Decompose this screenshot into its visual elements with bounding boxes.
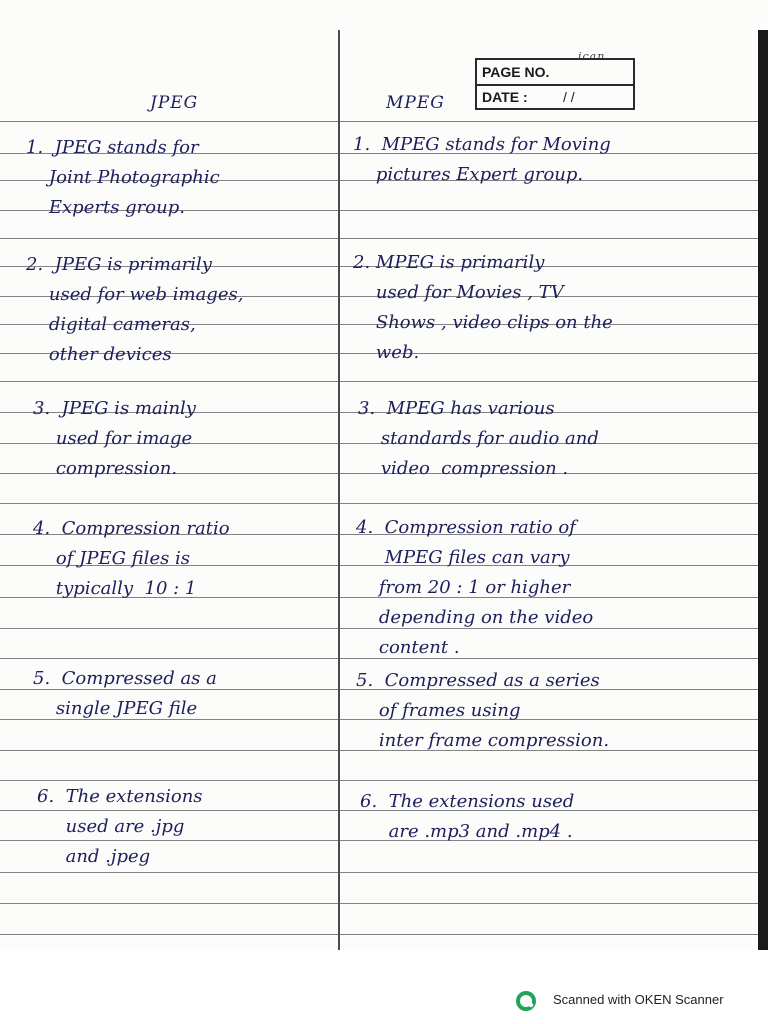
- jpeg-point-6: 6. The extensions used are .jpg and .jpeg: [37, 786, 203, 867]
- page-no-label: PAGE NO.: [482, 64, 550, 80]
- page-date-stamp: [475, 58, 635, 110]
- mpeg-point-5: 5. Compressed as a series of frames using inter frame compression.: [356, 670, 610, 751]
- mpeg-point-3: 3. MPEG has various standards for audio and video compression .: [358, 398, 599, 479]
- heading-mpeg: MPEG: [386, 93, 445, 113]
- date-value: / /: [563, 89, 575, 105]
- column-divider: [338, 30, 340, 950]
- jpeg-point-1: 1. JPEG stands for Joint Photographic Experts group.: [26, 137, 220, 218]
- mpeg-point-2: 2. MPEG is primarily used for Movies , TV Shows , video clips on the web.: [353, 252, 613, 363]
- jpeg-point-5: 5. Compressed as a single JPEG file: [33, 668, 217, 719]
- scanner-logo-icon: [516, 991, 536, 1011]
- mpeg-point-1: 1. MPEG stands for Moving pictures Expert group.: [353, 134, 611, 185]
- mpeg-point-4: 4. Compression ratio of MPEG files can vary from 20 : 1 or higher depending on the video content .: [356, 517, 594, 658]
- heading-jpeg: JPEG: [150, 93, 199, 113]
- mpeg-point-6: 6. The extensions used are .mp3 and .mp4 .: [360, 791, 575, 842]
- scanner-footer: [0, 950, 768, 1024]
- page-edge-shadow: [758, 30, 768, 950]
- scanner-watermark-text: Scanned with OKEN Scanner: [553, 992, 724, 1007]
- jpeg-point-3: 3. JPEG is mainly used for image compression.: [33, 398, 196, 479]
- jpeg-point-2: 2. JPEG is primarily used for web images, digital cameras, other devices: [26, 254, 244, 365]
- date-label: DATE :: [482, 89, 528, 105]
- jpeg-point-4: 4. Compression ratio of JPEG files is typically 10 : 1: [33, 518, 230, 599]
- stamp-divider: [477, 84, 633, 86]
- stamp-brand: ican: [578, 50, 606, 63]
